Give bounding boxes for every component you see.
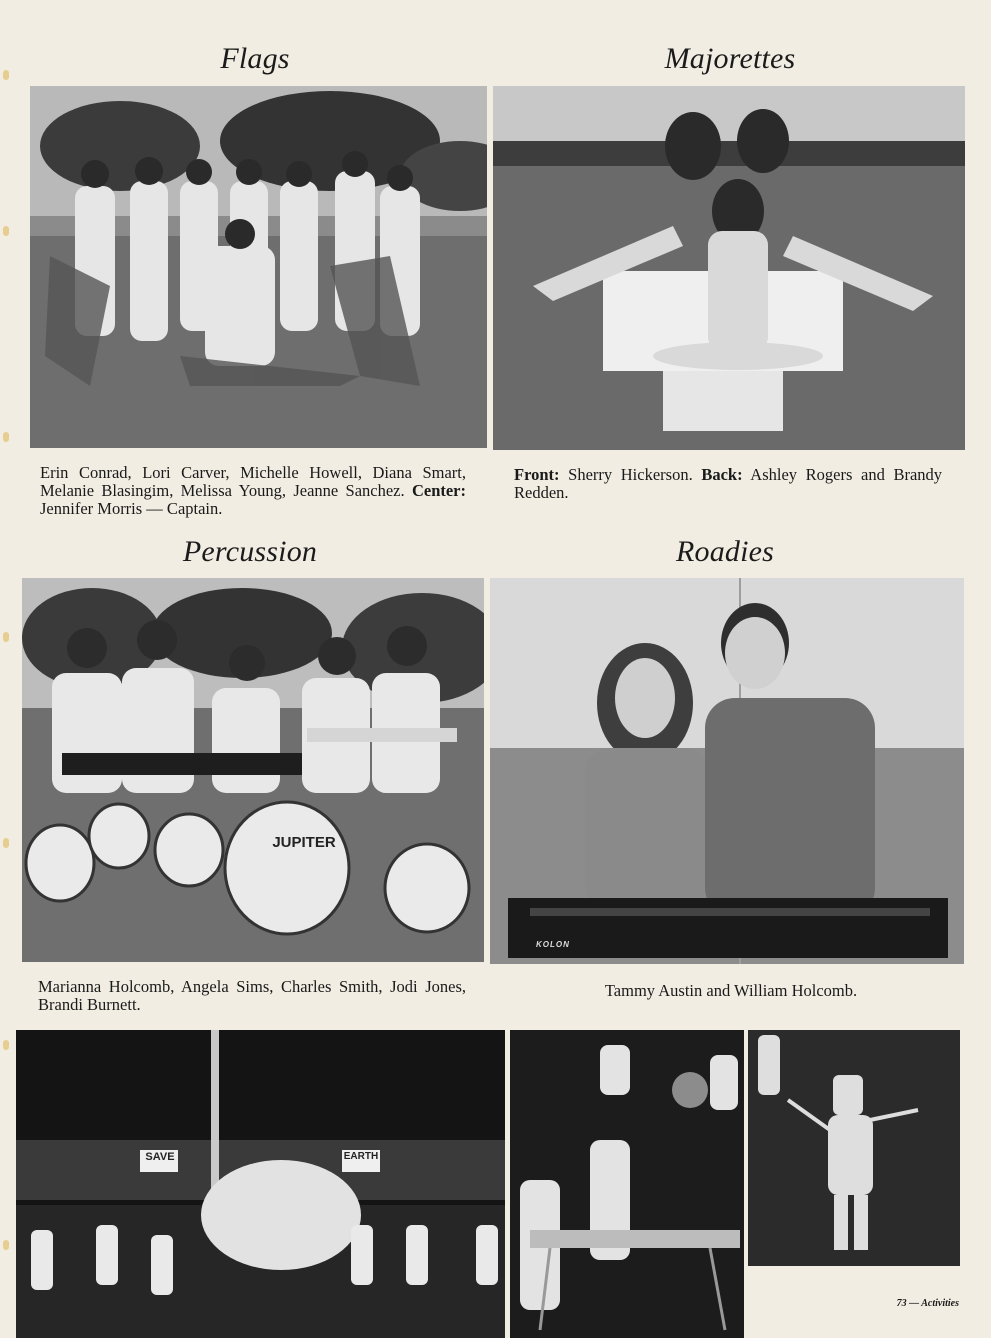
binding-hole bbox=[3, 70, 9, 80]
flags-center-label: Center: bbox=[411, 481, 467, 500]
binding-hole bbox=[3, 632, 9, 642]
flags-heading: Flags bbox=[220, 42, 290, 75]
drum-lettering: JUPITER bbox=[272, 834, 336, 851]
flags-names: Erin Conrad, Lori Carver, Michelle Howell, Diana Smart, Melanie Blasingim, Melissa Young, Jeanne Sanchez. bbox=[40, 463, 466, 500]
flags-caption bbox=[40, 464, 466, 518]
binding-holes bbox=[0, 0, 14, 1338]
bottom-right-photo bbox=[748, 1030, 960, 1266]
percussion-heading: Percussion bbox=[182, 535, 318, 568]
instrument-lettering: KOLON bbox=[536, 940, 570, 949]
binding-hole bbox=[3, 226, 9, 236]
percussion-photo bbox=[22, 578, 484, 962]
bottom-left-photo bbox=[16, 1030, 505, 1338]
majorettes-back-label: Back: bbox=[701, 465, 743, 484]
majorettes-heading: Majorettes bbox=[664, 42, 796, 75]
page-folio: 73 — Activities bbox=[896, 1298, 959, 1309]
majorettes-caption bbox=[514, 466, 942, 502]
sign-save: SAVE bbox=[145, 1151, 175, 1163]
majorettes-photo bbox=[493, 86, 965, 450]
flags-center-text: Jennifer Morris — Captain. bbox=[40, 499, 223, 518]
majorettes-front-label: Front: bbox=[514, 465, 560, 484]
bottom-center-photo bbox=[510, 1030, 744, 1338]
binding-hole bbox=[3, 432, 9, 442]
percussion-caption: Marianna Holcomb, Angela Sims, Charles Smith, Jodi Jones, Brandi Burnett. bbox=[38, 977, 466, 1014]
roadies-heading: Roadies bbox=[675, 535, 775, 568]
flags-photo bbox=[30, 86, 487, 448]
roadies-caption: Tammy Austin and William Holcomb. bbox=[604, 981, 858, 1000]
binding-hole bbox=[3, 1240, 9, 1250]
majorettes-back-text: Ashley Rogers and Brandy Redden. bbox=[514, 465, 943, 502]
binding-hole bbox=[3, 1040, 9, 1050]
sign-earth: EARTH bbox=[343, 1151, 379, 1162]
majorettes-front-text: Sherry Hickerson. bbox=[568, 465, 693, 484]
roadies-photo bbox=[490, 578, 964, 964]
binding-hole bbox=[3, 838, 9, 848]
